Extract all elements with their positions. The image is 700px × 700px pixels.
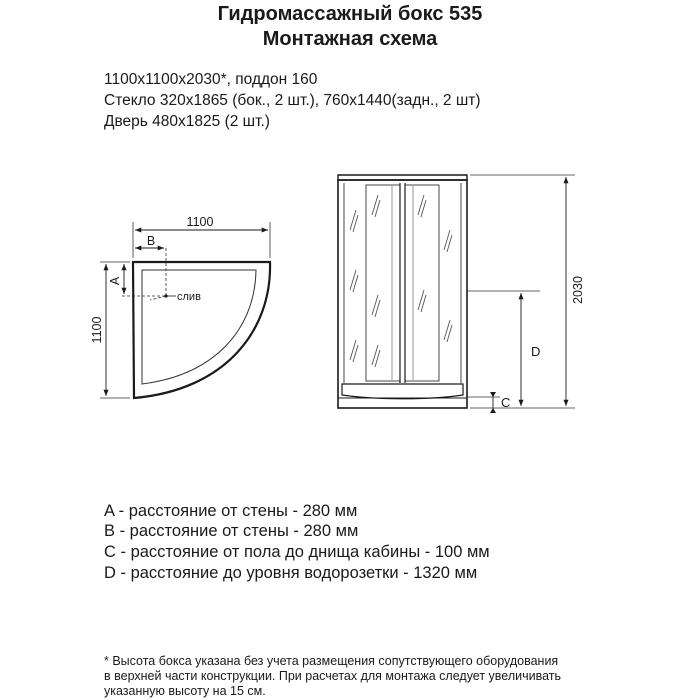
drain-leader: [150, 296, 166, 300]
front-d-label: D: [531, 344, 541, 359]
legend-item-b: B - расстояние от стены - 280 мм: [104, 522, 359, 540]
footnote-line-3: указанную высоту на 15 см.: [104, 684, 266, 698]
front-c-label: C: [501, 395, 511, 410]
front-tray: [342, 384, 463, 399]
plan-depth-label: 1100: [90, 316, 104, 344]
front-c-arrow-up: [490, 408, 496, 413]
plan-a-label: A: [108, 276, 122, 286]
front-c-arrow-down: [490, 392, 496, 397]
front-view: [338, 175, 585, 413]
spec-glass: Стекло 320х1865 (бок., 2 шт.), 760х1440(задн., 2 шт): [104, 92, 481, 109]
door-left-frame: [366, 185, 400, 381]
plan-b-label: B: [146, 234, 156, 248]
footnote-line-2: в верхней части конструкции. При расчетах для монтажа следует увеличивать: [104, 669, 562, 683]
glass-reflections: [350, 195, 452, 367]
front-height-label: 2030: [571, 276, 585, 304]
diagram-title: Гидромассажный бокс 535: [217, 3, 483, 25]
plan-tray-inner: [142, 270, 256, 384]
spec-door: Дверь 480х1825 (2 шт.): [104, 113, 270, 130]
drain-label: слив: [177, 291, 201, 303]
legend-item-c: C - расстояние от пола до днища кабины - 100 мм: [104, 543, 490, 561]
plan-view: [90, 215, 270, 398]
front-outer-frame: [338, 180, 467, 408]
legend-item-a: A - расстояние от стены - 280 мм: [104, 502, 358, 520]
footnote-line-1: * Высота бокса указана без учета размещения сопутствующего оборудования: [104, 654, 559, 668]
legend-item-d: D - расстояние до уровня водорозетки - 1320 мм: [104, 564, 478, 582]
drain-marker: [164, 294, 167, 297]
diagram-subtitle: Монтажная схема: [262, 28, 438, 50]
spec-dimensions: 1100х1100х2030*, поддон 160: [104, 71, 318, 88]
plan-width-label: 1100: [186, 215, 214, 229]
plan-tray-outline: [133, 262, 270, 398]
